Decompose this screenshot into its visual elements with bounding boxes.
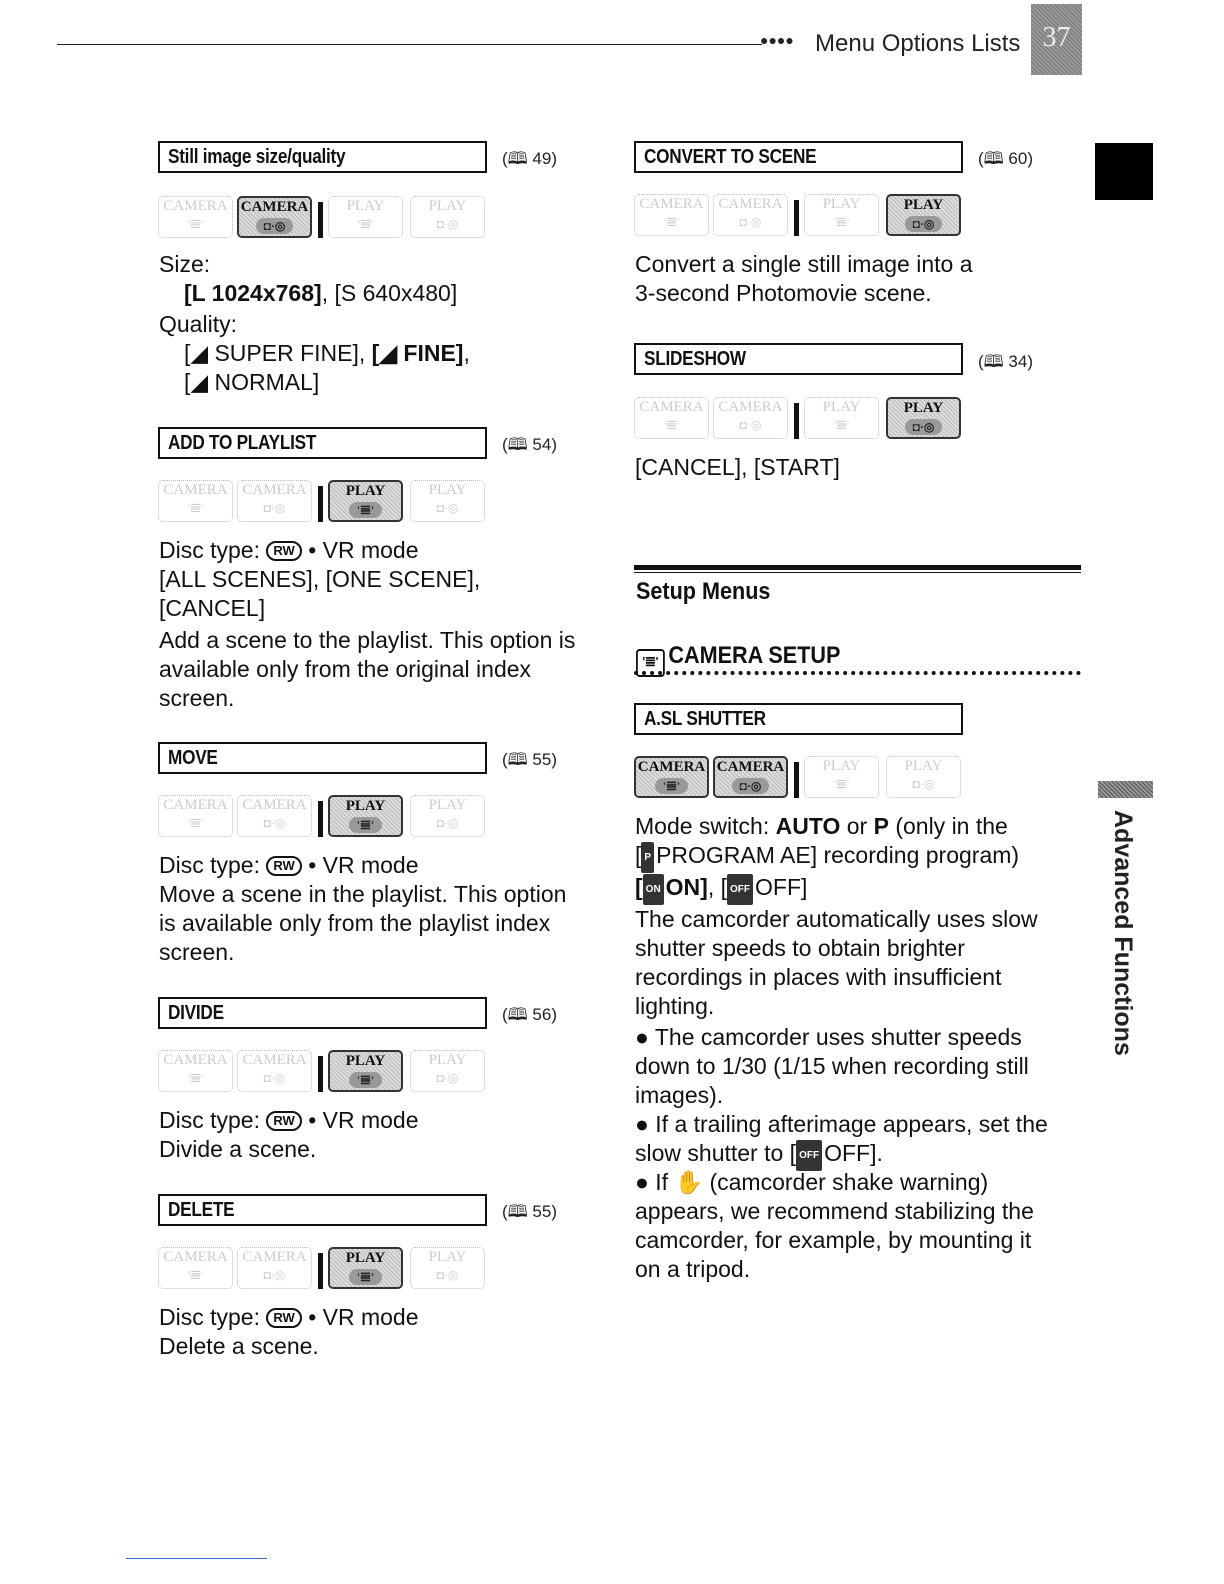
setup-menus-heading: Setup Menus xyxy=(636,578,771,605)
mode-play-movie-icon: PLAY '𝌆' xyxy=(328,795,403,837)
mode-play-movie-icon: PLAY '𝌆' xyxy=(328,1247,403,1289)
asl-bullet-3c: camcorder, for example, by mounting it xyxy=(635,1227,1032,1253)
header-rule xyxy=(57,44,762,45)
menu-title-asl-shutter: A.SL SHUTTER xyxy=(634,703,963,735)
mode-camera-still-icon: CAMERA ◘·◎ xyxy=(237,795,312,837)
asl-desc-3: recordings in places with insufficient xyxy=(635,964,1002,990)
playlist-desc-3: screen. xyxy=(159,685,235,711)
mode-camera-movie-icon: CAMERA '𝌆' xyxy=(158,196,233,238)
header-dots: ●●●● xyxy=(760,32,794,48)
asl-bullet-3d: on a tripod. xyxy=(635,1256,751,1282)
playlist-desc-1: Add a scene to the playlist. This option is xyxy=(159,627,576,653)
disc-type-playlist: Disc type: RW • VR mode xyxy=(159,537,419,563)
asl-options: [ ON ON], [ OFF OFF] xyxy=(635,873,807,905)
playlist-desc-2: available only from the original index xyxy=(159,656,532,682)
slideshow-options: [CANCEL], [START] xyxy=(635,454,840,480)
mode-play-still-icon: PLAY ◘·◎ xyxy=(886,194,961,236)
mode-camera-movie-icon: CAMERA '𝌆' xyxy=(158,480,233,522)
dvd-rw-icon: RW xyxy=(266,541,301,561)
mode-separator xyxy=(318,486,323,522)
mode-icons-slideshow xyxy=(634,397,964,439)
page-ref-move: (🕮 55) xyxy=(502,750,557,769)
disc-type-delete: Disc type: RW • VR mode xyxy=(159,1304,419,1330)
asl-bullet-1a: ● The camcorder uses shutter speeds xyxy=(635,1024,1022,1050)
slow-shutter-off-icon: OFF xyxy=(727,874,753,905)
asl-bullet-1c: images). xyxy=(635,1082,724,1108)
disc-type-move: Disc type: RW • VR mode xyxy=(159,852,419,878)
mode-camera-movie-icon: CAMERA '𝌆' xyxy=(634,756,709,798)
page-ref-slideshow: (🕮 34) xyxy=(978,352,1033,371)
mode-camera-movie-icon: CAMERA '𝌆' xyxy=(634,194,709,236)
page-ref-delete: (🕮 55) xyxy=(502,1202,557,1221)
mode-play-movie-icon: PLAY '𝌆' xyxy=(804,194,879,236)
mode-play-still-icon: PLAY ◘·◎ xyxy=(886,756,961,798)
section-rule-thick xyxy=(634,565,1081,570)
size-label: Size: xyxy=(159,251,211,277)
mode-camera-still-icon: CAMERA ◘·◎ xyxy=(713,756,788,798)
menu-title-move: MOVE xyxy=(158,742,487,774)
menu-title-still-image: Still image size/quality xyxy=(158,141,487,173)
mode-play-movie-icon: PLAY '𝌆' xyxy=(804,756,879,798)
mode-camera-still-icon: CAMERA ◘·◎ xyxy=(237,1247,312,1289)
side-strip xyxy=(1098,781,1153,798)
move-desc-2: is available only from the playlist index xyxy=(159,910,551,936)
footer-rule xyxy=(126,1558,267,1559)
program-ae-icon: P xyxy=(641,842,654,873)
page-number: 37 xyxy=(1042,22,1071,53)
mode-icons-still xyxy=(158,196,488,238)
convert-desc-1: Convert a single still image into a xyxy=(635,251,973,277)
mode-play-movie-icon: PLAY '𝌆' xyxy=(328,480,403,522)
mode-camera-still-icon: CAMERA ◘·◎ xyxy=(237,1050,312,1092)
mode-play-still-icon: PLAY ◘·◎ xyxy=(410,1050,485,1092)
asl-mode-switch: Mode switch: AUTO or P (only in the xyxy=(635,813,1008,839)
asl-bullet-1b: down to 1/30 (1/15 when recording still xyxy=(635,1053,1029,1079)
camera-movie-icon: '𝌆' xyxy=(636,649,665,677)
mode-camera-movie-icon: CAMERA '𝌆' xyxy=(634,397,709,439)
asl-program: [ P PROGRAM AE] recording program) xyxy=(635,841,1019,873)
mode-icons-move xyxy=(158,795,488,837)
mode-separator xyxy=(794,200,799,236)
mode-play-still-icon: PLAY ◘·◎ xyxy=(410,795,485,837)
mode-separator xyxy=(318,801,323,837)
dotted-rule xyxy=(634,671,1081,675)
menu-title-convert-to-scene: CONVERT TO SCENE xyxy=(634,141,963,173)
camcorder-shake-icon: ✋ xyxy=(674,1169,704,1195)
page-ref-divide: (🕮 56) xyxy=(502,1005,557,1024)
dvd-rw-icon: RW xyxy=(266,1308,301,1328)
mode-icons-delete xyxy=(158,1247,488,1289)
mode-icons-asl xyxy=(634,756,964,798)
quality-options-1: [◢ SUPER FINE], [◢ FINE], xyxy=(184,340,470,366)
mode-play-movie-icon: PLAY '𝌆' xyxy=(804,397,879,439)
mode-camera-movie-icon: CAMERA '𝌆' xyxy=(158,1050,233,1092)
menu-title-divide: DIVIDE xyxy=(158,997,487,1029)
disc-type-divide: Disc type: RW • VR mode xyxy=(159,1107,419,1133)
divide-desc-1: Divide a scene. xyxy=(159,1136,317,1162)
asl-bullet-3a: ● If ✋ (camcorder shake warning) xyxy=(635,1169,989,1195)
playlist-options-1: [ALL SCENES], [ONE SCENE], xyxy=(159,566,481,592)
mode-icons-convert xyxy=(634,194,964,236)
dvd-rw-icon: RW xyxy=(266,856,301,876)
side-thumb-block xyxy=(1095,143,1153,200)
slow-shutter-off-icon: OFF xyxy=(796,1140,822,1171)
mode-play-movie-icon: PLAY '𝌆' xyxy=(328,196,403,238)
mode-icons-divide xyxy=(158,1050,488,1092)
mode-play-still-icon: PLAY ◘·◎ xyxy=(410,480,485,522)
mode-separator xyxy=(318,1253,323,1289)
asl-bullet-2a: ● If a trailing afterimage appears, set the xyxy=(635,1111,1048,1137)
asl-desc-1: The camcorder automatically uses slow xyxy=(635,906,1038,932)
mode-play-still-icon: PLAY ◘·◎ xyxy=(410,196,485,238)
mode-separator xyxy=(318,1056,323,1092)
move-desc-1: Move a scene in the playlist. This option xyxy=(159,881,567,907)
camera-setup-heading: '𝌆' CAMERA SETUP xyxy=(636,642,840,677)
mode-camera-movie-icon: CAMERA '𝌆' xyxy=(158,1247,233,1289)
mode-camera-still-icon: CAMERA ◘·◎ xyxy=(713,397,788,439)
size-options: [L 1024x768], [S 640x480] xyxy=(184,280,458,306)
mode-camera-movie-icon: CAMERA '𝌆' xyxy=(158,795,233,837)
mode-camera-still-icon: CAMERA ◘·◎ xyxy=(237,480,312,522)
delete-desc-1: Delete a scene. xyxy=(159,1333,319,1359)
quality-label: Quality: xyxy=(159,311,237,337)
menu-title-delete: DELETE xyxy=(158,1194,487,1226)
menu-title-add-to-playlist: ADD TO PLAYLIST xyxy=(158,427,487,459)
page-ref-convert: (🕮 60) xyxy=(978,149,1033,168)
convert-desc-2: 3-second Photomovie scene. xyxy=(635,280,932,306)
mode-icons-playlist xyxy=(158,480,488,522)
asl-desc-4: lighting. xyxy=(635,993,715,1019)
mode-separator xyxy=(794,762,799,798)
mode-camera-still-icon: CAMERA ◘·◎ xyxy=(237,196,312,238)
mode-camera-still-icon: CAMERA ◘·◎ xyxy=(713,194,788,236)
page-ref-playlist: (🕮 54) xyxy=(502,435,557,454)
quality-options-2: [◢ NORMAL] xyxy=(184,369,320,395)
mode-separator xyxy=(318,202,323,238)
mode-separator xyxy=(794,403,799,439)
section-rule-thin xyxy=(634,572,1081,573)
slow-shutter-on-icon: ON xyxy=(643,874,664,905)
mode-play-movie-icon: PLAY '𝌆' xyxy=(328,1050,403,1092)
header-title: Menu Options Lists xyxy=(815,30,1021,57)
move-desc-3: screen. xyxy=(159,939,235,965)
asl-bullet-2b: slow shutter to [ OFF OFF]. xyxy=(635,1139,883,1171)
playlist-options-2: [CANCEL] xyxy=(159,595,266,621)
mode-play-still-icon: PLAY ◘·◎ xyxy=(410,1247,485,1289)
menu-title-slideshow: SLIDESHOW xyxy=(634,343,963,375)
asl-desc-2: shutter speeds to obtain brighter xyxy=(635,935,965,961)
asl-bullet-3b: appears, we recommend stabilizing the xyxy=(635,1198,1034,1224)
side-tab-label: Advanced Functions xyxy=(1109,810,1137,1056)
mode-play-still-icon: PLAY ◘·◎ xyxy=(886,397,961,439)
dvd-rw-icon: RW xyxy=(266,1111,301,1131)
page-ref-still: (🕮 49) xyxy=(502,149,557,168)
